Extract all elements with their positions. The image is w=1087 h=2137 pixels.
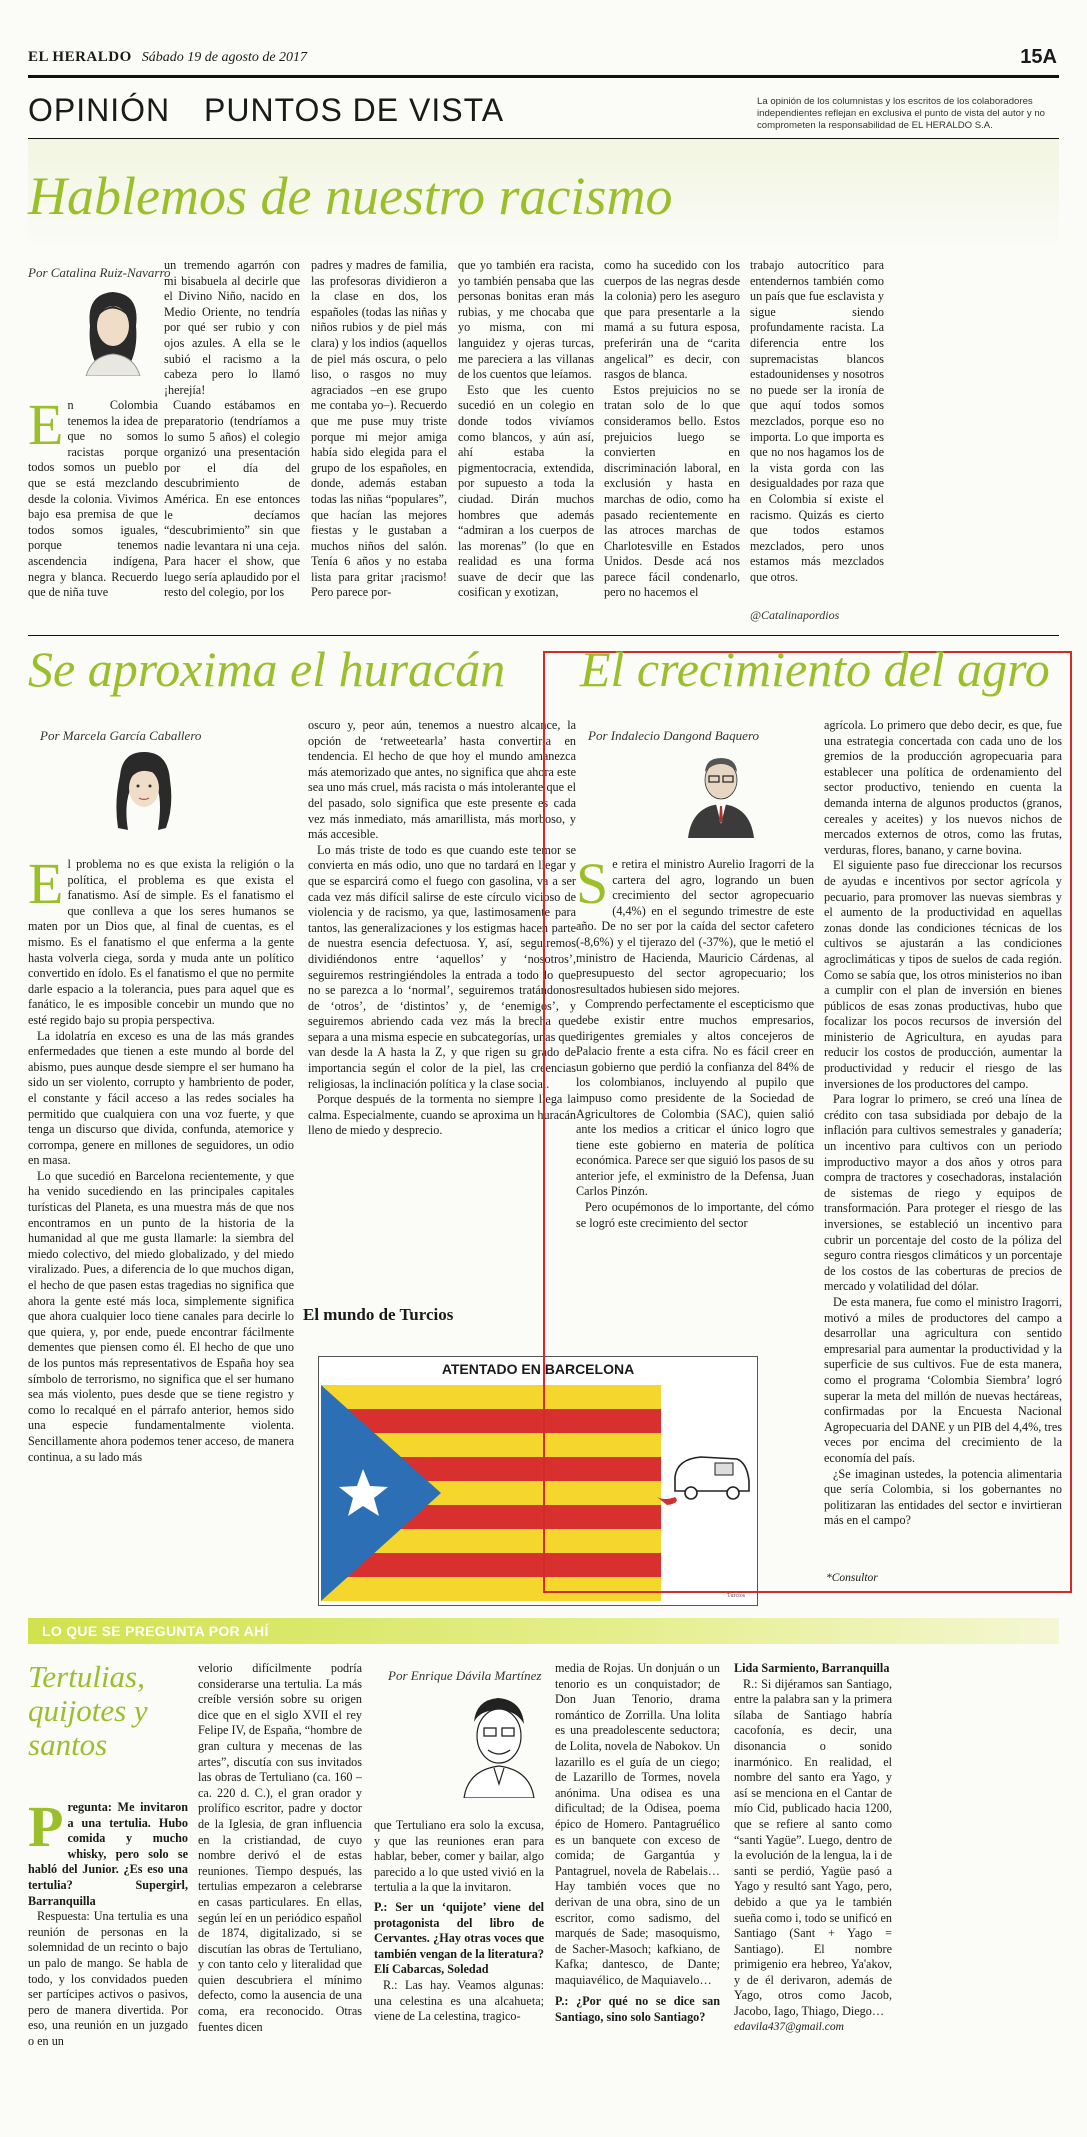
paragraph: Porque después de la tormenta no siempre llega la calma. Especialmente, cuando se aproxima un huracán lleno de miedo y desprecio. (308, 1092, 576, 1138)
article1-headline: Hablemos de nuestro racismo (28, 166, 673, 226)
article4-byline: Por Enrique Dávila Martínez (388, 1668, 542, 1683)
dropcap: S (576, 851, 609, 916)
article1-col1: En Colombia tenemos la idea de que no somos racistas porque todos somos un pueblo que se está mezclando desde la colonia. Vivimos bajo esa premisa de que todos somos iguales, porque tenemos ascendencia indígena, negra y blanca. Recuerdo que de niña tuve (28, 392, 158, 600)
article4-col2 (198, 1661, 362, 2035)
paper-name: EL HERALDO (28, 49, 132, 65)
paragraph: agrícola. Lo primero que debo decir, es que, fue una estrategia concertada con cada uno de los gremios de la producción agropecuaria para establecer una política de ordenamiento del sector productivo, teniendo en cuenta la demanda interna de algunos productos (granos, cereales y aceites) y los nuevos nichos de mercados externos de otros, como las frutas, verduras, flores, banano, y carne bovina. (824, 718, 1062, 857)
paragraph: velorio difícilmente podría considerarse una tertulia. La más creíble versión sobre su origen dice que en el siglo XVII el rey Felipe IV, de España, “hombre de gran cultura y mecenas de las artes”, discutía con sus invitados las obras de Tertuliano (ca. 160 – ca. 220 d. C.), el gran orador y prolífico escritor, padre y doctor de la Iglesia, de gran influencia en la cristiandad, de cuyo nombre derivó el de estas reuniones. Tiempo después, las tertulias empezaron a celebrarse en casas particulares. En ellas, según leí en un periódico español de 1874, digitalizado, si se discutían las obras de Tertuliano, y con tanto celo y literalidad que quien descubriera el mínimo defecto, como la ausencia de una coma, era reconocido. Otras fuentes dicen (198, 1661, 362, 2034)
dropcap: E (28, 392, 64, 457)
paragraph: que yo también era racista, yo también pensaba que las personas bonitas eran más rubias, y me chocaba que yo misma, con mi languidez y ojeras turcas, me pareciera a las villanas de los cuentos que leíamos. (458, 258, 594, 382)
dropcap: P (28, 1794, 64, 1859)
paragraph: ¿Se imaginan ustedes, la potencia alimentaria que sería Colombia, si los gobernantes no politizaran las entidades del sector e invirtieran más en el campo? (824, 1466, 1062, 1528)
paragraph: De esta manera, fue como el ministro Iragorri, motivó a miles de productores del campo a desarrollar una agricultura con sentido empresarial para aumentar la productividad y la superficie de sus cultivos. Fue de esta manera, como el programa ‘Colombia Siembra’ logró superar la meta del millón de nuevas hectáreas, confirmadas por la Encuesta Nacional Agropecuaria del DANE y un PIB del 4,4%, tres veces por encima del crecimiento de la economía del país. (824, 1294, 1062, 1465)
paragraph: Para lograr lo primero, se creó una línea de crédito con tasa subsidiada por debajo de la inflación para cultivos semestrales y ganadería; un incentivo para cultivos con un periodo improductivo mayor a dos años y otros para compra de tractores y cosechadoras, instalación de sistemas de riego y equipos de transformación. Para proteger el riesgo de las inversiones, se estableció un incentivo para cubrir un porcentaje del costo de la póliza del seguro contra riesgos climáticos y un porcentaje de los costos de las coberturas de precios de mercado y volatilidad del dólar. (824, 1092, 1062, 1294)
paragraph: como ha sucedido con los cuerpos de las negras desde la colonia) pero les aseguro que para presentarle a la mamá a su futura esposa, preferirán una de “carita angelical” es decir, con rasgos de blanca. (604, 258, 740, 382)
answer-1: Respuesta: Una tertulia es una reunión de personas en la solemnidad de un recinto o bajo un palo de mango. Se habla de todo, y los convidados pueden ser partícipes activos o pasivos, pero de manera divertida. Por eso, una reunión en un juzgado o en un (28, 1909, 188, 2048)
article3-col2 (824, 718, 1062, 1529)
article4-col5 (734, 1661, 892, 2035)
author-portrait-ruiz (72, 286, 154, 376)
article3-col1 (576, 851, 814, 1231)
article4-col4 (555, 1661, 720, 2026)
article2-col2 (308, 718, 576, 1139)
cartoon-section-label: El mundo de Turcios (303, 1305, 454, 1324)
cartoon-title: ATENTADO EN BARCELONA (441, 1361, 635, 1377)
article2-byline: Por Marcela García Caballero (40, 728, 202, 743)
author-portrait-garcia (100, 746, 186, 836)
paragraph: Esto que les cuento sucedió en un colegio en donde todos vivíamos como blancos, y aún así, ahí estaba la pigmentocracia, extendida, por supuesto a toda la ciudad. Dirán muchos hombres que además “admiran a los cuerpos de las morenas” (lo que en realidad es una forma suave de decir que las cosifican y exotizan, (458, 382, 594, 600)
article1-col5 (604, 258, 740, 601)
paragraph: Cuando estábamos en preparatorio (tendríamos a lo sumo 5 años) el colegio organizó una presentación por el día del descubrimiento de América. En ese entonces le decíamos “descubrimiento” sin que nadie levantara ni una ceja. Para hacer el show, que luego sería aplaudido por el resto del colegio, por los (164, 398, 300, 600)
article2-headline: Se aproxima el huracán (28, 641, 506, 697)
paragraph: Comprendo perfectamente el escepticismo que debe existir entre muchos empresarios, dirigentes gremiales y altos concejeros de Palacio frente a esta cifra. No es fácil creer en un gobierno que perdió la confianza del 84% de los colombianos, incluyendo al pupilo que impuso como presidente de la Sociedad de Agricultores de Colombia (SAC), quien salió ante los medios a criticar el único logro que tiene este gobierno en materia de política económica. Parece ser que siguió los pasos de su anterior jefe, el exministro de la Defensa, Juan Carlos Pinzón. (576, 997, 814, 1199)
article4-headline: Tertulias, quijotes y santos (28, 1659, 148, 1762)
author-portrait-dangond (676, 748, 766, 838)
article1-col6 (750, 258, 884, 585)
article3-byline: Por Indalecio Dangond Baquero (588, 728, 760, 743)
author-email: edavila437@gmail.com (734, 2020, 844, 2033)
question-banner: LO QUE SE PREGUNTA POR AHÍ (28, 1618, 1059, 1644)
cartoon-signature: Turcios (727, 1593, 746, 1599)
paragraph: trabajo autocrítico para entendernos también como un país que fue esclavista y sigue siendo profundamente racista. La diferencia entre los supremacistas blancos estadounidenses y nosotros no puede ser la ironía de que aquí todos somos mezclados, porque eso no importa. Lo que importa es que no nos hagamos los de la vista gorda con las desigualdades por raza que en Colombia sí existe el racismo. Quizás es cierto que todos estamos mezclados, pero unos estamos más mezclados que otros. (750, 258, 884, 584)
paragraph: La idolatría en exceso es una de las más grandes enfermedades que tienen a este mundo al borde del abismo, pues aunque desde siempre el ser humano ha sido un ser violento, corrupto y hambriento de poder, el constante y fácil acceso a las redes sociales ha permitido que cualquiera con una voz fuerte, y que tenga un discurso que divida, confunda, atemorice y corrompa, genere en millones de seguidores, un odio en masa. (28, 1028, 294, 1168)
paragraph: oscuro y, peor aún, tenemos a nuestro alcance, la opción de ‘retweetearla’ hasta convertirla en tendencia. El hecho de que hoy el mundo amanezca más atemorizado que antes, no significa que ahora este sea uno más cruel, más racista o más intolerante que el del pasado, solo significa que este presente es cada vez más inmediato, más amarillista, más morboso, y más accesible. (308, 718, 576, 842)
paragraph: Lo que sucedió en Barcelona recientemente, y que ha venido sucediendo en las principales capitales turísticas del Planeta, es una muestra más de que nos encontramos en un punto de la historia de la humanidad al que me gusta llamarle: la siembra del miedo colectivo, del miedo globalizado, y del miedo viralizado. Pues, a diferencia de lo que muchos digan, el hecho de que pasen estas tragedias no significa que ahora la gente esté más loca, simplemente significa que ahora cualquier loco tiene canales para decirle lo que quiera, y, por ende, puede encontrar fácilmente dementes que piensen como él. El hecho de que uno de los puntos más representativos de España hoy sea símbolo de terrorismo, no significa que el ser humano sea más violento, pues desde que se tiene registro y como lo recalqué en el párrafo anterior, hemos sido una especie fundamentalmente violenta. Sencillamente ahora podemos tener acceso, de manera continua, a su lado más (28, 1168, 294, 1464)
answer-2: R.: Las hay. Veamos algunas: una celestina es una alcahueta; viene de La celestina, tragico- (374, 1977, 544, 2024)
answer-1-cont: que Tertuliano era solo la excusa, y que las reuniones eran para hablar, beber, comer y bailar, algo parecido a lo que usted vivió en la tertulia a la que la invitaron. (374, 1818, 544, 1895)
issue-date: Sábado 19 de agosto de 2017 (141, 50, 308, 65)
article3-headline: El crecimiento del agro (580, 641, 1050, 697)
dropcap: E (28, 851, 64, 916)
paragraph: Estos prejuicios no se tratan solo de lo que consideramos bello. Estos prejuicios luego se convierten en discriminación laboral, en exclusión y hasta en marchas de odio, como ha pasado recientemente en las atroces marchas de Charlotesville en Estados Unidos. Desde acá nos parece fácil condenarlo, pero no hacemos el (604, 382, 740, 600)
masthead (28, 48, 1059, 74)
question-2: P.: Ser un ‘quijote’ viene del protagonista del libro de Cervantes. ¿Hay otras voces que también vengan de la literatura? Elí Cabarcas, Soledad (374, 1899, 544, 1977)
question-1: Pregunta: Me invitaron a una tertulia. Hubo comida y mucho whisky, pero solo se habló del Junior. ¿Es eso una tertulia? Supergirl, Barranquilla (28, 1794, 188, 1908)
article2-para1: El problema no es que exista la religión o la política, el problema es que exista el fanatismo. Así de simple. Es el fanatismo el que conlleva a que los seres humanos se maten por un Dios que, al final de cuentas, es el mismo. Es el fanatismo el que enferma a la gente hasta volverla ciega, sorda y muda ante un político convertido en ídolo. Es el fanatismo el que no permite darle espacio a la tolerancia, pues para aquel que es fanático, le es imposible concebir un mundo que no esté regido bajo su propia perspectiva. (28, 851, 294, 1027)
article4-col1 (28, 1794, 188, 2050)
paragraph: El siguiente paso fue direccionar los recursos de ayudas e incentivos por sector agrícola y pecuario, para promover las nuevas siembras y el aumento de la productividad en aquellas zonas donde las condiciones técnicas de los cultivos se ajustarán a las condiciones agroclimáticas y tipos de suelos de cada región. Como se sabía que, los otros ministerios no iban a cumplir con el plan de inversión en bienes públicos de esas zonas productivas, hubo que focalizar los pocos recursos de inversión del ministerio de Agricultura, en ayudas para reducir los costos de producción, aumentar la productividad y reducir el riesgo de las inversiones de los productores del campo. (824, 858, 1062, 1091)
author-portrait-davila (448, 1688, 548, 1798)
article1-handle: @Catalinapordios (750, 608, 840, 622)
paragraph: padres y madres de familia, las profesoras dividieron a la clase en dos, los españoles (todas las niñas y niños rubios y de piel más clara) y los indios (aquellos de piel más oscura, o pelo liso, o rasgos no muy agraciados –en ese grupo me contaba yo–). Recuerdo que me puse muy triste porque mi mejor amiga había sido elegida para el grupo de los españoles, en donde, además estaban todas las niñas “populares”, que hacían las mejores fiestas y le gustaban a muchos niños del salón. Tenía 6 años y no estaba lista para gritar ¡racismo! Pero parece por- (311, 258, 447, 600)
question-3: P.: ¿Por qué no se dice san Santiago, sino solo Santiago? (555, 1994, 720, 2025)
article1-col4 (458, 258, 594, 601)
section-disclaimer: La opinión de los columnistas y los escritos de los colaboradores independientes reflejan en exclusiva el punto de vista del autor y no comprometen la responsabilidad de EL HERALDO S.A. (757, 96, 1046, 131)
article1-byline: Por Catalina Ruiz-Navarro (28, 265, 171, 280)
article3-para1: Se retira el ministro Aurelio Iragorri de la cartera del agro, logrando un buen crecimiento del sector agropecuario (4,4%) en el segundo trimestre de este año. De no ser por la caída del sector cafetero (-8,6%) y el tijerazo del (-37%), que le metió el ministro de Hacienda, Mauricio Cárdenas, al presupuesto del sector agropecuario; los resultados hubiesen sido mejores. (576, 851, 814, 996)
question-3-signer: Lida Sarmiento, Barranquilla (734, 1661, 890, 1675)
paragraph: un tremendo agarrón con mi bisabuela al decirle que el Divino Niño, nacido en Medio Oriente, no tendría por qué ser rubio y con ojos azules. A ella se le subió el racismo a la cabeza pero lo llamó ¡herejía! (164, 258, 300, 397)
section-title: OPINIÓN PUNTOS DE VISTA (28, 92, 505, 128)
masthead-rule (28, 75, 1059, 78)
answer-3: R.: Si dijéramos san Santiago, entre la palabra san y la primera sílaba de Santiago habría cacofonía, es decir, una disonancia o sonido inarmónico. En realidad, el nombre del santo era Yago, y así se menciona en el Cantar de mío Cid, publicado hacia 1200, que se refiere al santo como “santi Yagüe”. Luego, dentro de la evolución de la lengua, la i de santi se perdió, Yagüe pasó a Yago y resultó sant Yago, pero, debido a que ya le también sueña como i, todo se unificó en Santiago (Sant + Yago = Santiago). El nombre primigenio era hebreo, Ya'akov, y de él derivaron, además de Yago, otros como Jacob, Jacobo, Iago, Thiago, Diego… (734, 1676, 892, 2019)
article1-col3 (311, 258, 447, 601)
answer-2-cont: media de Rojas. Un donjuán o un tenorio es un conquistador; de Don Juan Tenorio, drama romántico de Zorrilla. Una lolita es una preadolescente seductora; de Lolita, novela de Nabokov. Un lazarillo es el guía de un ciego; de Lazarillo de Tormes, novela anónima. Una odisea es una dificultad; de la Odisea, poema épico de Homero. Pantagruélico es un banquete con exceso de comida; de Gargantúa y Pantagruel, novela de Rabelais… Hay también voces que no derivan de una obra, sino de un escritor, como sadismo, del marqués de Sade; masoquismo, de Sacher-Masoch; kafkiano, de Kafka; dantesco, de Dante; maquiavélico, de Maquiavelo… (555, 1661, 720, 1987)
article3-footer: *Consultor (826, 1572, 878, 1584)
divider-1 (28, 635, 1059, 636)
article4-col3 (374, 1818, 544, 2025)
article1-col2 (164, 258, 300, 601)
paragraph: Lo más triste de todo es que cuando este temor se convierta en más odio, uno que no tardará en llegar y que se esparcirá como el fuego con gasolina, va a ser cada vez más difícil salirse de este círculo vicioso de violencia y de racismo, ya que, lastimosamente para tantos, las generalizaciones y los estigmas hacen parte de nuestra esencia defectuosa. Y, así, seguiremos dividiéndonos entre ‘aquellos’ y ‘nosotros’, seguiremos restringiéndoles la entrada a todo lo que no se parezca a lo ‘normal’, seguiremos tratándonos de ‘otros’, de ‘distintos’ y, de ‘enemigos’, y seguiremos abriendo cada vez más la brecha que separa a una misma especie en subcategorías, unas que van desde la A hasta la Z, y que rigen su grado de importancia según el color de la piel, las creencias religiosas, la inclinación política y la clase social. (308, 842, 576, 1091)
section-subtitle: PUNTOS DE VISTA (204, 92, 505, 128)
page-number: 15A (1020, 46, 1057, 68)
paragraph: Pero ocupémonos de lo importante, del cómo se logró este crecimiento del sector (576, 1200, 814, 1230)
article2-col1 (28, 851, 294, 1465)
